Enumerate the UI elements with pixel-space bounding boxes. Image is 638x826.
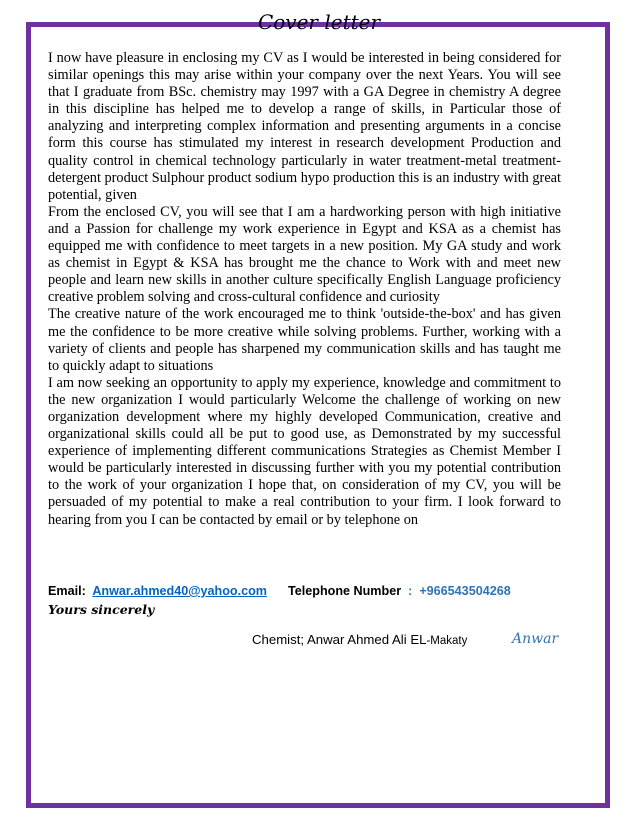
signature-name: Chemist; Anwar Ahmed Ali EL [252,632,427,647]
signature-line [252,632,467,647]
paragraph-creative: The creative nature of the work encouraged me to think 'outside-the-box' and has given me the confidence to be more creative while solving problems. Further, working with a variety of clients and people has sharpened my communication skills and has taught me to quickly adapt to situations [48,306,561,374]
handwritten-signature: Anwar [512,631,559,647]
contact-line [48,584,578,598]
document-title: Cover letter [257,10,381,34]
closing-salutation: Yours sincerely [48,602,155,617]
paragraph-closing: I am now seeking an opportunity to apply my experience, knowledge and commitment to the new organization I would particularly Welcome the challenge of working on new organization development where my highly developed Communication, creative and organizational skills could all be put to good use, as Demonstrated by my successful experience of implementing different communications Strategies as Chemist Member I would be particularly interested in discussing further with you my potential contribution to the work of your organization I hope that, on consideration of my CV, you will be persuaded of my potential to make a real contribution to your firm. I look forward to hearing from you I can be contacted by email or by telephone on [48,374,561,528]
paragraph-experience: From the enclosed CV, you will see that I am a hardworking person with high initiative and a Passion for challenge my work experience in Egypt and KSA as a chemist has equipped me with confidence to meet targets in a new position. My GA study and work as chemist in Egypt & KSA has brought me the chance to Work with and meet new people and learn new skills in another culture specifically English Language proficiency creative problem solving and cross-cultural confidence and curiosity [48,203,561,306]
letter-body [48,50,561,529]
phone-number: +966543504268 [419,584,511,598]
phone-separator: : [408,584,413,598]
phone-label: Telephone Number [287,584,402,598]
email-label: Email: [48,584,86,598]
email-link[interactable]: Anwar.ahmed40@yahoo.com [92,584,267,598]
paragraph-intro: I now have pleasure in enclosing my CV as I would be interested in being considered for similar openings this may arise within your company over the next Years. You will see that I graduate from BSc. chemistry may 1997 with a GA Degree in chemistry A degree in this discipline has helped me to develop a range of skills, in Particular those of analyzing and interpreting complex information and presenting arguments in a concise form this course has stimulated my interest in research development Production and quality control in chemical technology particularly in water treatment-metal treatment-detergent product Sulphour product sodium hypo production this is an industry with great potential, given [48,50,561,203]
signature-suffix: -Makaty [426,635,468,647]
